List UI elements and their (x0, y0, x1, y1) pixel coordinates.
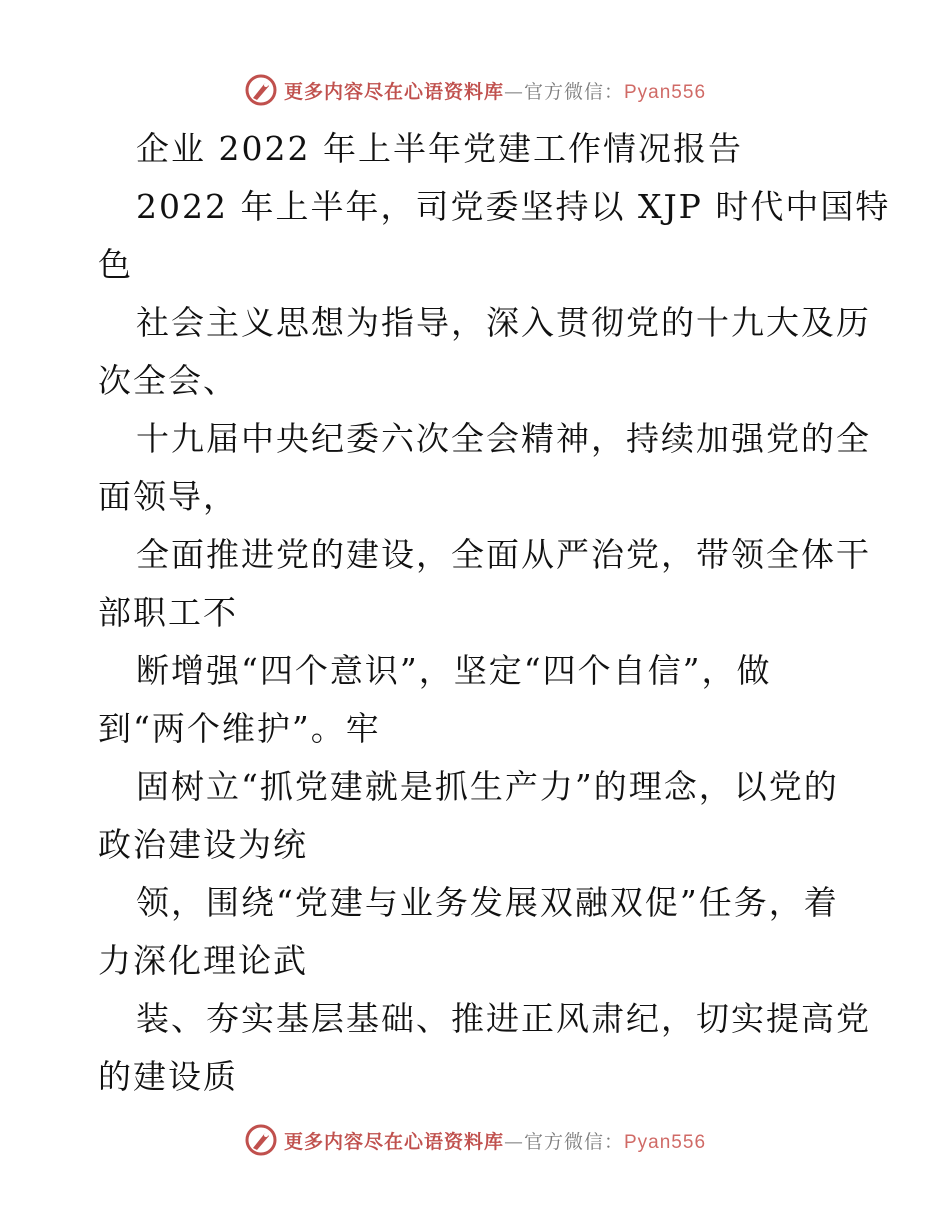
banner-dash: — (503, 80, 524, 103)
pen-nib-logo-icon (244, 1123, 278, 1157)
header-watermark-banner (0, 70, 950, 110)
paragraph-line: 力深化理论武 (98, 941, 308, 980)
paragraph-line: 的建设质 (98, 1057, 238, 1096)
paragraph-line: 面领导， (98, 477, 238, 516)
paragraph-line: 部职工不 (98, 593, 238, 632)
paragraph-line: 政治建设为统 (98, 825, 308, 864)
paragraph-line: 领，围绕“党建与业务发展双融双促”任务，着 (136, 883, 839, 922)
banner-text (284, 77, 706, 104)
banner-wechat-handle: Pyan556 (624, 1131, 707, 1153)
document-body (98, 120, 891, 1106)
paragraph-line: 社会主义思想为指导，深入贯彻党的十九大及历 (136, 303, 871, 342)
banner-dash: — (503, 1130, 524, 1153)
paragraph-line: 十九届中央纪委六次全会精神，持续加强党的全 (136, 419, 871, 458)
footer-watermark-banner (0, 1120, 950, 1160)
banner-wechat-label: 官方微信： (523, 1130, 624, 1153)
banner-main-text: 更多内容尽在心语资料库 (283, 1130, 504, 1153)
paragraph-line: 固树立“抓党建就是抓生产力”的理念，以党的 (136, 767, 839, 806)
paragraph-line: 装、夯实基层基础、推进正风肃纪，切实提高党 (136, 999, 871, 1038)
banner-wechat-label: 官方微信： (523, 80, 624, 103)
document-title: 企业 2022 年上半年党建工作情况报告 (136, 129, 743, 168)
paragraph-line: 2022 年上半年，司党委坚持以 XJP 时代中国特 (136, 187, 891, 226)
paragraph-line: 全面推进党的建设，全面从严治党，带领全体干 (136, 535, 871, 574)
paragraph-line: 次全会、 (98, 361, 238, 400)
banner-text (284, 1127, 706, 1154)
banner-wechat-handle: Pyan556 (624, 81, 707, 103)
paragraph-line: 到“两个维护”。牢 (98, 709, 381, 748)
paragraph-line: 断增强“四个意识”，坚定“四个自信”，做 (136, 651, 772, 690)
banner-main-text: 更多内容尽在心语资料库 (283, 80, 504, 103)
pen-nib-logo-icon (244, 73, 278, 107)
paragraph-line: 色 (98, 245, 133, 284)
